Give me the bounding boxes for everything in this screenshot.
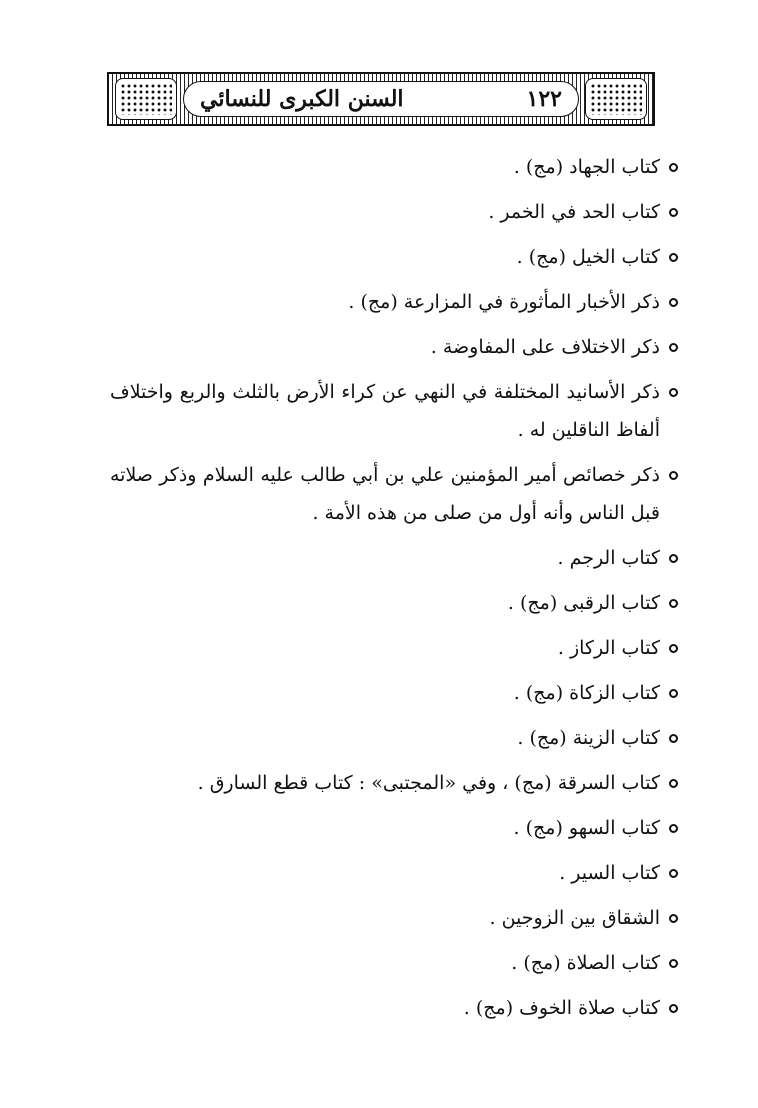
list-item-text: الشقاق بين الزوجين .	[489, 907, 660, 929]
list-item-text: ذكر خصائص أمير المؤمنين علي بن أبي طالب عليه السلام وذكر صلاته قبل الناس وأنه أول من صلى من هذه الأمة .	[110, 464, 660, 524]
circle-bullet-icon	[669, 554, 678, 563]
circle-bullet-icon	[669, 869, 678, 878]
list-item	[110, 809, 678, 847]
list-item-text: كتاب الركاز .	[557, 637, 660, 659]
list-item	[110, 328, 678, 366]
circle-bullet-icon	[669, 644, 678, 653]
list-item	[110, 854, 678, 892]
page-header	[107, 72, 655, 126]
circle-bullet-icon	[669, 599, 678, 608]
list-item-text: كتاب الرقبى (مج) .	[507, 592, 660, 614]
circle-bullet-icon	[669, 824, 678, 833]
circle-bullet-icon	[669, 253, 678, 262]
page-number: ١٢٢	[526, 86, 562, 112]
circle-bullet-icon	[669, 914, 678, 923]
list-item-text: ذكر الأخبار المأثورة في المزارعة (مج) .	[348, 291, 660, 313]
list-item-text: ذكر الأسانيد المختلفة في النهي عن كراء الأرض بالثلث والربع واختلاف ألفاظ الناقلين له .	[110, 381, 660, 441]
list-item-text: كتاب الجهاد (مج) .	[513, 156, 660, 178]
running-title: السنن الكبرى للنسائي	[200, 86, 404, 112]
list-item	[110, 629, 678, 667]
list-item-text: كتاب الرجم .	[557, 547, 660, 569]
list-item-text: كتاب الحد في الخمر .	[488, 201, 660, 223]
list-item	[110, 899, 678, 937]
circle-bullet-icon	[669, 689, 678, 698]
circle-bullet-icon	[669, 779, 678, 788]
ornament-medallion-left	[115, 78, 177, 120]
list-item	[110, 584, 678, 622]
circle-bullet-icon	[669, 959, 678, 968]
list-item-text: كتاب صلاة الخوف (مج) .	[463, 997, 660, 1019]
list-item-text: كتاب الزينة (مج) .	[517, 727, 660, 749]
list-item-text: كتاب الزكاة (مج) .	[513, 682, 660, 704]
list-item	[110, 764, 678, 802]
list-item	[110, 148, 678, 186]
list-item	[110, 283, 678, 321]
circle-bullet-icon	[669, 1004, 678, 1013]
list-item-text: كتاب الخيل (مج) .	[516, 246, 660, 268]
list-item	[110, 989, 678, 1027]
list-item-text: كتاب الصلاة (مج) .	[511, 952, 660, 974]
list-item	[110, 238, 678, 276]
circle-bullet-icon	[669, 388, 678, 397]
circle-bullet-icon	[669, 343, 678, 352]
list-item	[110, 539, 678, 577]
circle-bullet-icon	[669, 471, 678, 480]
list-item	[110, 674, 678, 712]
contents-list	[110, 148, 678, 1034]
list-item-text: كتاب السرقة (مج) ، وفي «المجتبى» : كتاب قطع السارق .	[197, 772, 660, 794]
list-item-text: كتاب السير .	[559, 862, 660, 884]
circle-bullet-icon	[669, 163, 678, 172]
list-item	[110, 373, 678, 449]
list-item	[110, 944, 678, 982]
list-item-text: كتاب السهو (مج) .	[513, 817, 660, 839]
list-item	[110, 456, 678, 532]
list-item	[110, 719, 678, 757]
list-item-text: ذكر الاختلاف على المفاوضة .	[430, 336, 660, 358]
header-cartouche	[183, 81, 579, 117]
circle-bullet-icon	[669, 734, 678, 743]
list-item	[110, 193, 678, 231]
ornament-medallion-right	[585, 78, 647, 120]
circle-bullet-icon	[669, 208, 678, 217]
circle-bullet-icon	[669, 298, 678, 307]
